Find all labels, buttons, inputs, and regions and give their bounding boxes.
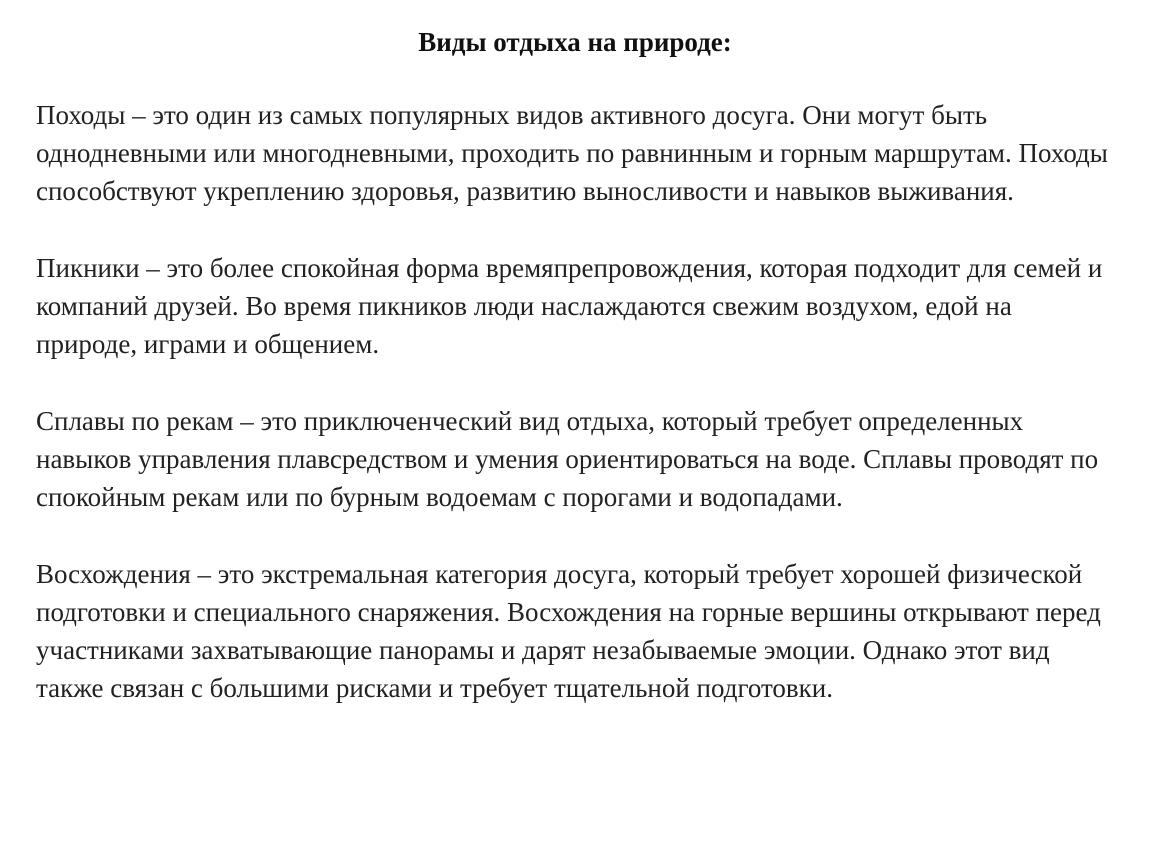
paragraph-rafting: Сплавы по рекам – это приключенческий вид отдыха, который требует определенных навыков управления плавсредством и умения ориентироваться на воде. Сплавы проводят по спокойным рекам или по бурным водоемам с порогами и водопадами. — [36, 406, 1099, 512]
document-title: Виды отдыха на природе: — [418, 27, 732, 57]
paragraph-picnics: Пикники – это более спокойная форма времяпрепровождения, которая подходит для семей и компаний друзей. Во время пикников люди наслаждаются свежим воздухом, едой на природе, играми и общением. — [36, 253, 1103, 359]
document-page — [36, 22, 1114, 707]
paragraph-climbing: Восхождения – это экстремальная категория досуга, который требует хорошей физической подготовки и специального снаряжения. Восхождения на горные вершины открывают перед участниками захватывающие панорамы и дарят незабываемые эмоции. Однако этот вид также связан с большими рисками и требует тщательной подготовки. — [36, 559, 1101, 703]
paragraph-hiking: Походы – это один из самых популярных видов активного досуга. Они могут быть однодневными или многодневными, проходить по равнинным и горным маршрутам. Походы способствуют укреплению здоровья, развитию выносливости и навыков выживания. — [36, 100, 1108, 206]
